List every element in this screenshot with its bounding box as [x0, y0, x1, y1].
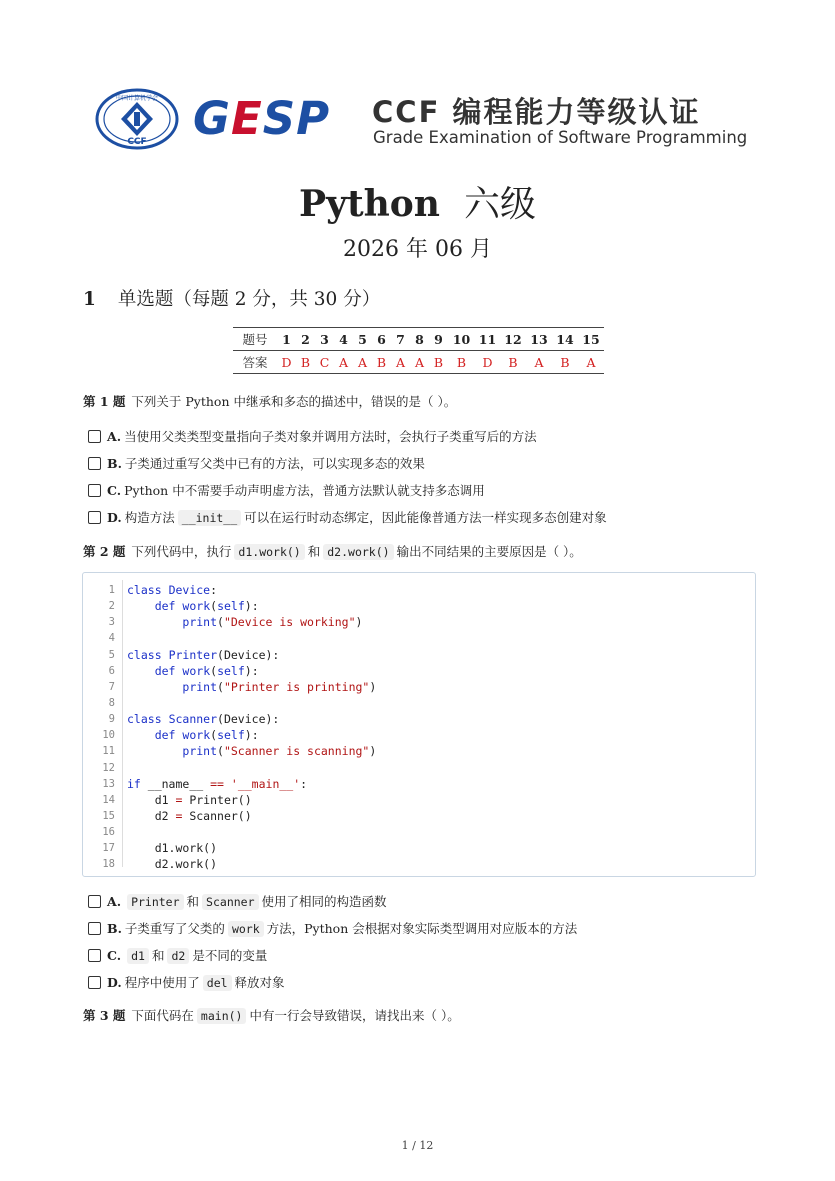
line-number: 1 — [108, 584, 115, 596]
section-heading: 1 单选题（每题 2 分，共 30 分） — [83, 289, 381, 310]
certification-subtitle: Grade Examination of Software Programming — [373, 128, 748, 147]
gesp-logo: GESP — [193, 92, 331, 145]
checkbox[interactable] — [88, 949, 101, 962]
line-numbers — [91, 582, 115, 873]
question-number-cell: 11 — [475, 328, 500, 351]
line-number: 18 — [102, 858, 115, 871]
code-line: def work(self): — [154, 599, 259, 614]
checkbox[interactable] — [88, 511, 101, 524]
answer-cell: A — [414, 354, 425, 370]
answer-table-answer-label: 答案 — [242, 355, 268, 370]
line-number: 2 — [108, 600, 115, 613]
answer-cell: B — [376, 354, 387, 370]
line-number: 8 — [108, 696, 115, 709]
line-number: 7 — [108, 680, 115, 693]
question-1: 第 1 题 下列关于 Python 中继承和多态的描述中，错误的是（ ）。 — [83, 394, 457, 409]
question-number-cell: 6 — [372, 328, 391, 351]
code-line: d2 = Scanner() — [127, 808, 252, 823]
line-number: 13 — [102, 777, 115, 790]
code-line: def work(self): — [154, 728, 259, 743]
checkbox[interactable] — [88, 484, 101, 497]
code-line — [127, 760, 376, 776]
question-number-cell: 1 — [277, 328, 296, 351]
code-line: d1.work() — [127, 841, 218, 856]
question-number-cell: 13 — [526, 328, 552, 351]
code-block — [82, 572, 756, 877]
code-lines — [127, 582, 376, 873]
line-number: 15 — [102, 809, 115, 822]
certification-title: CCF 编程能力等级认证 — [372, 95, 701, 129]
answer-table-number-label: 题号 — [233, 328, 277, 351]
code-line: print("Scanner is scanning") — [182, 744, 377, 759]
line-number: 14 — [102, 793, 115, 806]
answer-cell: D — [482, 354, 493, 370]
answer-cell: A — [586, 354, 596, 370]
q1-option-c[interactable]: C. Python 中不需要手动声明虚方法，普通方法默认就支持多态调用 — [88, 481, 485, 499]
q2-option-c[interactable]: C. d1 和 d2 是不同的变量 — [88, 946, 267, 964]
question-number-cell: 3 — [315, 328, 334, 351]
code-line — [127, 824, 376, 840]
question-number-cell: 14 — [552, 328, 578, 351]
line-number: 16 — [102, 826, 115, 839]
code-line: class Device: — [127, 583, 218, 597]
line-number: 11 — [102, 745, 115, 758]
answer-cell: D — [281, 354, 292, 370]
line-number: 10 — [102, 729, 115, 742]
q2-option-d[interactable]: D. 程序中使用了 del 释放对象 — [88, 973, 285, 991]
ccf-logo — [95, 88, 179, 150]
line-number: 9 — [108, 713, 115, 726]
checkbox[interactable] — [88, 430, 101, 443]
code-line: d2.work() — [127, 857, 218, 872]
checkbox[interactable] — [88, 976, 101, 989]
code-line — [127, 695, 376, 711]
q1-option-a[interactable]: A. 当使用父类类型变量指向子类对象并调用方法时，会执行子类重写后的方法 — [88, 427, 537, 445]
answer-cell: A — [357, 354, 368, 370]
line-number: 17 — [102, 842, 115, 855]
question-number-cell: 15 — [578, 328, 604, 351]
q1-option-b[interactable]: B. 子类通过重写父类中已有的方法，可以实现多态的效果 — [88, 454, 425, 472]
answer-cell: A — [338, 354, 349, 370]
code-line: def work(self): — [154, 663, 259, 678]
answer-cell: A — [534, 354, 544, 370]
question-number-cell: 2 — [296, 328, 315, 351]
question-3: 第 3 题 下面代码在 main() 中有一行会导致错误，请找出来（ ）。 — [83, 1008, 460, 1023]
answer-cell: B — [433, 354, 444, 370]
line-number: 5 — [108, 648, 115, 661]
line-number: 4 — [108, 632, 115, 645]
q2-option-a[interactable]: A. Printer 和 Scanner 使用了相同的构造函数 — [88, 892, 387, 910]
answer-cell: B — [456, 354, 467, 370]
line-number: 12 — [102, 761, 115, 774]
answer-table — [233, 327, 604, 374]
code-line: class Printer(Device): — [127, 647, 280, 662]
code-line: if __name__ == '__main__': — [127, 776, 308, 791]
question-number-cell: 12 — [500, 328, 526, 351]
line-number: 3 — [108, 616, 115, 629]
code-line — [127, 630, 376, 646]
checkbox[interactable] — [88, 457, 101, 470]
answer-cell: B — [300, 354, 311, 370]
svg-text:CCF: CCF — [127, 137, 147, 147]
exam-header — [95, 88, 755, 154]
code-line: class Scanner(Device): — [127, 712, 280, 727]
page-number: 1 / 12 — [401, 1139, 434, 1152]
question-number-cell: 10 — [448, 328, 475, 351]
code-line: d1 = Printer() — [127, 792, 252, 807]
question-number-cell: 4 — [334, 328, 353, 351]
page-title: Python 六级 — [299, 183, 536, 225]
question-2: 第 2 题 下列代码中，执行 d1.work() 和 d2.work() 输出不同结果的主要原因是（ ）。 — [83, 544, 582, 559]
question-number-cell: 5 — [353, 328, 372, 351]
checkbox[interactable] — [88, 922, 101, 935]
answer-cell: B — [560, 354, 570, 370]
line-number: 6 — [108, 664, 115, 677]
exam-date: 2026 年 06 月 — [343, 237, 492, 262]
svg-text:中国计算机学会: 中国计算机学会 — [115, 95, 159, 102]
question-number-cell: 7 — [391, 328, 410, 351]
q1-option-d[interactable]: D. 构造方法 __init__ 可以在运行时动态绑定，因此能像普通方法一样实现多态创建对象 — [88, 508, 607, 526]
q2-option-b[interactable]: B. 子类重写了父类的 work 方法，Python 会根据对象实际类型调用对应版本的方法 — [88, 919, 577, 937]
code-line: print("Device is working") — [182, 615, 363, 630]
answer-cell: B — [508, 354, 518, 370]
answer-cell: A — [395, 354, 406, 370]
question-number-cell: 8 — [410, 328, 429, 351]
answer-cell: C — [319, 354, 330, 370]
checkbox[interactable] — [88, 895, 101, 908]
question-number-cell: 9 — [429, 328, 448, 351]
code-line: print("Printer is printing") — [182, 679, 377, 694]
